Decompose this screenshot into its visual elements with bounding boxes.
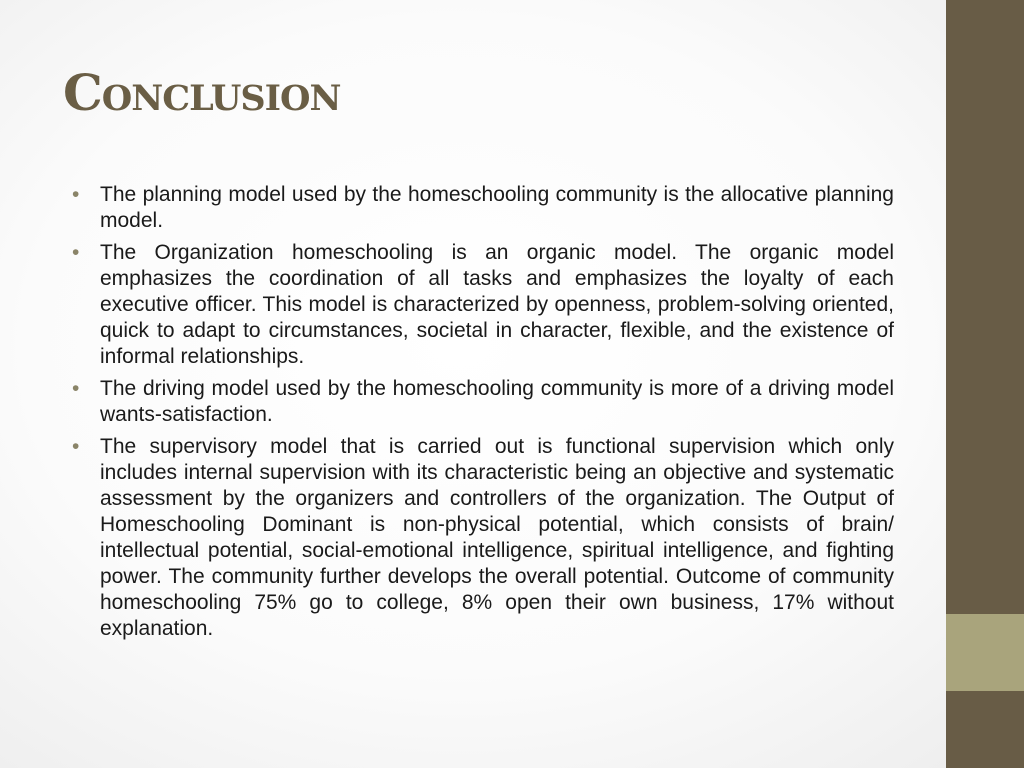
slide-title: Conclusion: [63, 63, 341, 122]
bullet-item: [72, 434, 894, 642]
decorative-sidebar-accent: [946, 614, 1024, 691]
bullet-text: The planning model used by the homeschooling community is the allocative planning model.: [100, 183, 894, 232]
bullet-text: The Organization homeschooling is an organic model. The organic model emphasizes the coordination of all tasks and emphasizes the loyalty of each executive officer. This model is characterized by openness, problem-solving oriented, quick to adapt to circumstances, societal in character, flexible, and the existence of informal relationships.: [100, 241, 894, 368]
bullet-item: [72, 182, 894, 234]
bullet-marker: •: [72, 435, 80, 458]
bullet-marker: •: [72, 377, 80, 400]
bullet-item: [72, 376, 894, 428]
bullet-item: [72, 240, 894, 370]
bullet-marker: •: [72, 183, 80, 206]
bullet-text: The driving model used by the homeschooling community is more of a driving model wants-satisfaction.: [100, 377, 894, 426]
bullet-marker: •: [72, 241, 80, 264]
bullet-text: The supervisory model that is carried out is functional supervision which only includes internal supervision with its characteristic being an objective and systematic assessment by the organizers and controllers of the organization. The Output of Homeschooling Dominant is non-physical potential, which consists of brain/ intellectual potential, social-emotional intelligence, spiritual intelligence, and fighting power. The community further develops the overall potential. Outcome of community homeschooling 75% go to college, 8% open their own business, 17% without explanation.: [100, 435, 894, 640]
bullet-list: [72, 182, 894, 648]
